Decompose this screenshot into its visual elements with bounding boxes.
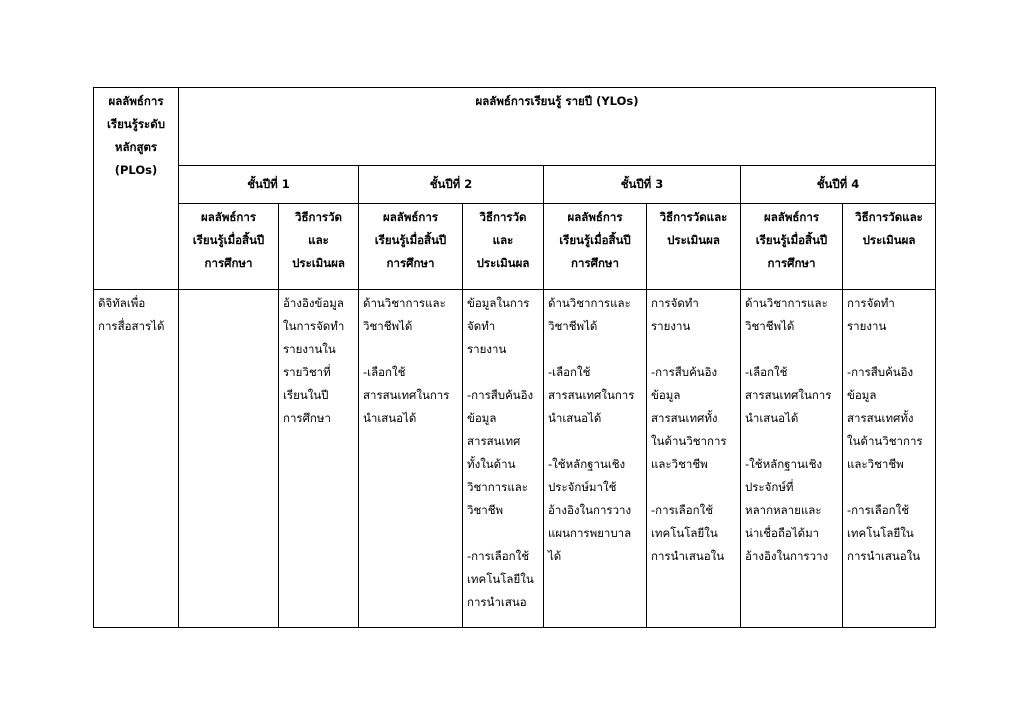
sub-header-assessment: วิธีการวัดและ ประเมินผล	[855, 210, 923, 247]
body-cell: ด้านวิชาการและ วิชาชีพได้ -เลือกใช้ สารสนเทศในการ นำเสนอได้ -ใช้หลักฐานเชิง ประจักษ์มาใช้ อ้างอิงในการวาง แผนการพยาบาล ได้	[548, 296, 635, 563]
sub-header-outcome: ผลลัพธ์การ เรียนรู้เมื่อสิ้นปี การศึกษา	[755, 210, 828, 270]
row-divider	[179, 203, 935, 204]
plo-header: ผลลัพธ์การ เรียนรู้ระดับ หลักสูตร (PLOs)	[106, 94, 165, 177]
year-header: ชั้นปีที่ 4	[816, 177, 860, 191]
body-cell: การจัดทำ รายงาน -การสืบค้นอิง ข้อมูล สารสนเทศทั้ง ในด้านวิชาการ และวิชาชีพ -การเลือกใช้ เทคโนโลยีใน การนำเสนอใน	[651, 296, 727, 563]
ylo-table	[93, 87, 936, 628]
ylo-header: ผลลัพธ์การเรียนรู้ รายปี (YLOs)	[475, 94, 639, 108]
sub-header-outcome: ผลลัพธ์การ เรียนรู้เมื่อสิ้นปี การศึกษา	[559, 210, 631, 270]
sub-header-outcome: ผลลัพธ์การ เรียนรู้เมื่อสิ้นปี การศึกษา	[192, 210, 265, 270]
body-cell: อ้างอิงข้อมูล ในการจัดทำ รายงานใน รายวิชาที่ เรียนในปี การศึกษา	[283, 296, 345, 425]
body-cell: ข้อมูลในการ จัดทำ รายงาน -การสืบค้นอิง ข้อมูล สารสนเทศ ทั้งในด้าน วิชาการและ วิชาชีพ -การเลือกใช้ เทคโนโลยีใน การนำเสนอ	[467, 296, 534, 609]
sub-header-outcome: ผลลัพธ์การ เรียนรู้เมื่อสิ้นปี การศึกษา	[374, 210, 447, 270]
row-divider	[94, 289, 935, 290]
body-cell: การจัดทำ รายงาน -การสืบค้นอิง ข้อมูล สารสนเทศทั้ง ในด้านวิชาการ และวิชาชีพ -การเลือกใช้ เทคโนโลยีใน การนำเสนอใน	[847, 296, 923, 563]
sub-header-assessment: วิธีการวัด และ ประเมินผล	[292, 210, 345, 270]
body-cell: ด้านวิชาการและ วิชาชีพได้ -เลือกใช้ สารสนเทศในการ นำเสนอได้	[363, 296, 450, 425]
sub-header-assessment: วิธีการวัด และ ประเมินผล	[476, 210, 530, 270]
plo-cell: ดิจิทัลเพื่อ การสื่อสารได้	[98, 296, 165, 333]
body-cell: ด้านวิชาการและ วิชาชีพได้ -เลือกใช้ สารสนเทศในการ นำเสนอได้ -ใช้หลักฐานเชิง ประจักษ์ที่ หลากหลายและ น่าเชื่อถือได้มา อ้างอิงในการวาง	[745, 296, 832, 563]
body-cell	[179, 292, 278, 627]
sub-header-assessment: วิธีการวัดและ ประเมินผล	[659, 210, 728, 247]
year-header: ชั้นปีที่ 3	[620, 177, 664, 191]
year-header: ชั้นปีที่ 1	[247, 177, 290, 191]
year-header: ชั้นปีที่ 2	[429, 177, 473, 191]
